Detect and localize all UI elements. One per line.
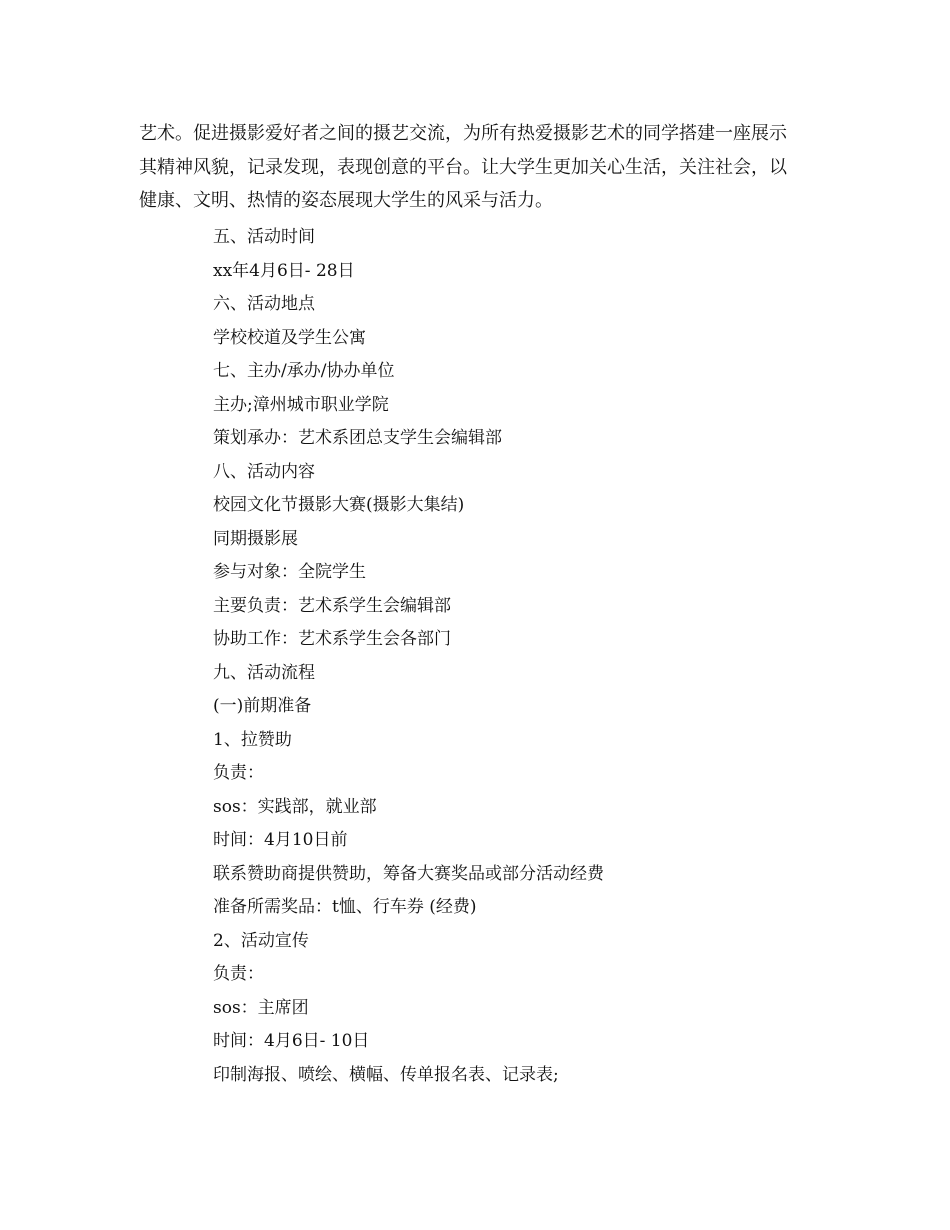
text-line: 学校校道及学生公寓 [213,327,366,348]
text-line: 时间：4月10日前 [213,830,348,850]
section-heading-process: 九、活动流程 [213,662,315,683]
text-line: 同期摄影展 [213,528,298,549]
text-line: 主要负责：艺术系学生会编辑部 [213,595,451,616]
text-line: 校园文化节摄影大赛(摄影大集结) [213,495,465,515]
intro-line: 其精神风貌，记录发现，表现创意的平台。让大学生更加关心生活，关注社会，以 [139,156,787,178]
text-line: 负责： [213,763,264,783]
text-line: 负责： [213,964,264,984]
item-heading: 1、拉赞助 [213,729,292,750]
text-line: 主办;漳州城市职业学院 [213,394,389,415]
subsection-heading: (一)前期准备 [213,696,312,716]
text-line: sos：主席团 [213,997,309,1018]
text-line: sos：实践部，就业部 [213,796,377,817]
text-line: 联系赞助商提供赞助，筹备大赛奖品或部分活动经费 [213,863,604,884]
text-line: 策划承办：艺术系团总支学生会编辑部 [213,428,502,448]
section-heading-content: 八、活动内容 [213,461,315,482]
text-line: 协助工作：艺术系学生会各部门 [213,629,451,649]
intro-line: 健康、文明、热情的姿态展现大学生的风采与活力。 [139,190,553,211]
text-line: xx年4月6日- 28日 [213,260,355,281]
intro-line: 艺术。促进摄影爱好者之间的摄艺交流，为所有热爱摄影艺术的同学搭建一座展示 [139,123,787,144]
text-line: 时间：4月6日- 10日 [213,1031,370,1051]
content-lines [213,221,604,1092]
section-heading-organizers: 七、主办/承办/协办单位 [213,361,395,381]
text-line: 准备所需奖品：t恤、行车券 (经费) [213,897,477,917]
item-heading: 2、活动宣传 [213,930,309,951]
text-line: 参与对象：全院学生 [213,562,366,582]
intro-paragraph [139,117,817,218]
text-line: 印制海报、喷绘、横幅、传单报名表、记录表; [213,1064,559,1085]
section-heading-location: 六、活动地点 [213,294,315,314]
section-heading-time: 五、活动时间 [213,227,315,247]
